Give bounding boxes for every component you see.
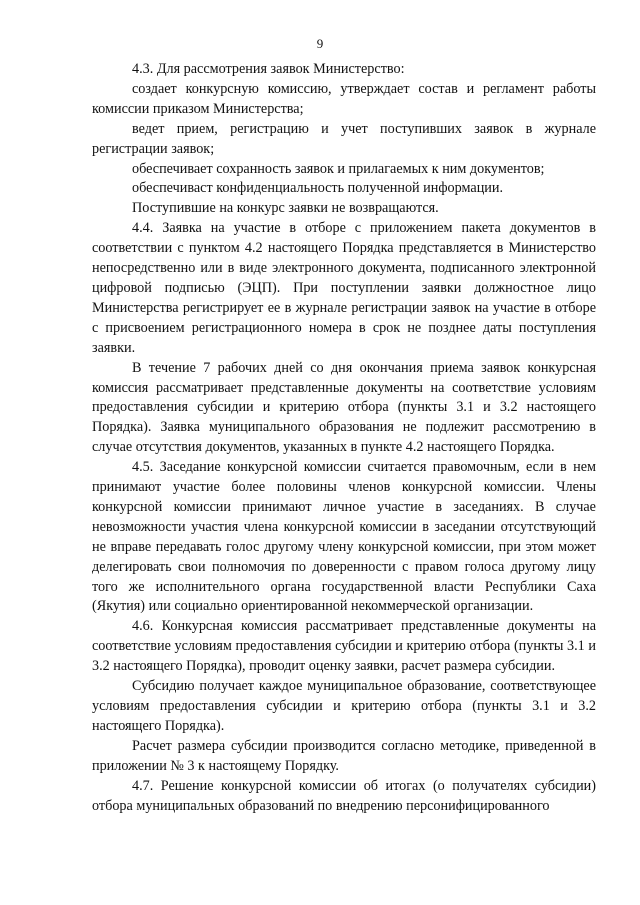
paragraph-confidentiality: обеспечиваст конфиденциальность полученной информации. [132, 180, 504, 197]
paragraph-safekeeping: обеспечивает сохранность заявок и прилагаемых к ним документов; [132, 160, 545, 177]
paragraph-4-3: 4.3. Для рассмотрения заявок Министерство: [132, 61, 405, 77]
paragraph-registration: ведет прием, регистрацию и учет поступивших заявок в журнале регистрации заявок; [92, 120, 596, 157]
paragraph-4-7: 4.7. Решение конкурсной комиссии об итогах (о получателях субсидии) отбора муниципальных образований по внедрению персонифицированного [92, 777, 596, 814]
paragraph-subsidy-recipients: Субсидию получает каждое муниципальное образование, соответствующее условиям предоставления субсидии и критерию отбора (пункты 3.1 и 3.2 настоящего Порядка). [92, 678, 596, 734]
paragraph-4-6: 4.6. Конкурсная комиссия рассматривает представленные документы на соответствие условиям предоставления субсидии и критерию отбора (пункты 3.1 и 3.2 настоящего Порядка), проводит оценку заявки, расчет размера субсидии. [92, 618, 596, 675]
page-number: 9 [316, 36, 324, 51]
paragraph-4-4: 4.4. Заявка на участие в отборе с приложением пакета документов в соответствии с пунктом 4.2 настоящего Порядка представляется в Министерство непосредственно или в виде электронного документа, подписанного электронной цифровой подписью (ЭЦП). При поступлении заявки должностное лицо Министерства регистрирует ее в журнале регистрации заявок на участие в отборе с присвоением регистрационного номера в срок не позднее даты поступления заявки. [92, 220, 596, 356]
paragraph-create-commission: создает конкурсную комиссию, утверждает состав и регламент работы комиссии приказом Министерства; [92, 80, 596, 117]
paragraph-review-period: В течение 7 рабочих дней со дня окончания приема заявок конкурсная комиссия рассматривает представленные документы на соответствие условиям предоставления субсидии и критерию отбора (пункты 3.1 и 3.2 настоящего Порядка). Заявка муниципального образования не подлежит рассмотрению в случае отсутствия документов, указанных в пункте 4.2 настоящего Порядка. [92, 359, 596, 456]
document-body [92, 60, 596, 816]
paragraph-no-return: Поступившие на конкурс заявки не возвращаются. [132, 200, 439, 217]
paragraph-subsidy-calculation: Расчет размера субсидии производится согласно методике, приведенной в приложении № 3 к настоящему Порядку. [92, 737, 596, 774]
paragraph-4-5: 4.5. Заседание конкурсной комиссии считается правомочным, если в нем принимают участие более половины членов конкурсной комиссии. Члены конкурсной комиссии принимают личное участие в заседаниях. В случае невозможности участия члена конкурсной комиссии в заседании отсутствующий не вправе передавать голос другому члену конкурсной комиссии, при этом может делегировать свои полномочия по доверенности с правом голоса другому лицу того же исполнительного органа государственной власти Республики Саха (Якутия) или социально ориентированной некоммерческой организации. [92, 459, 596, 615]
